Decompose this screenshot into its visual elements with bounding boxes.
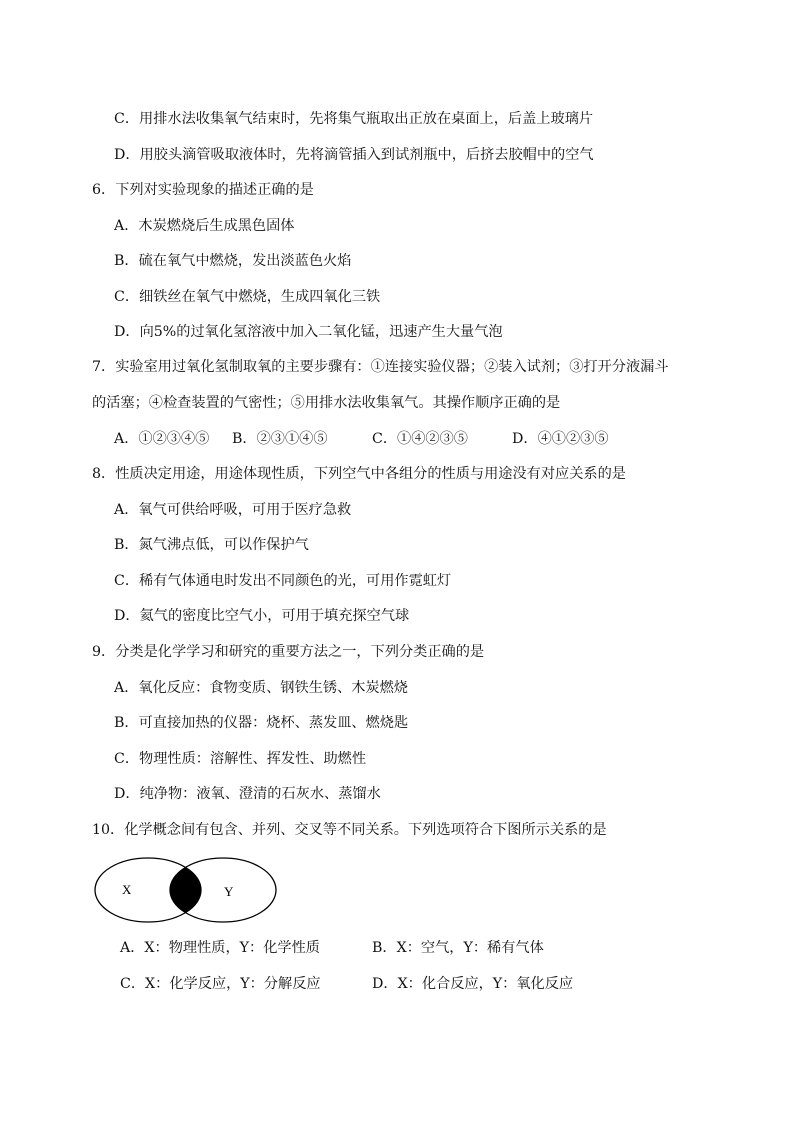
q8-option-b: B．氮气沸点低，可以作保护气 [114, 537, 309, 553]
q10-stem: 10．化学概念间有包含、并列、交叉等不同关系。下列选项符合下图所示关系的是 [92, 822, 607, 838]
q9-option-c: C．物理性质：溶解性、挥发性、助燃性 [114, 751, 367, 767]
q5-option-c: C．用排水法收集氧气结束时，先将集气瓶取出正放在桌面上，后盖上玻璃片 [114, 111, 594, 127]
q5-option-d: D．用胶头滴管吸取液体时，先将滴管插入到试剂瓶中，后挤去胶帽中的空气 [114, 147, 594, 163]
venn-label-y: Y [224, 884, 234, 899]
venn-label-x: X [122, 882, 132, 897]
q7-stem-line1: 7．实验室用过氧化氢制取氧的主要步骤有：①连接实验仪器；②装入试剂；③打开分液漏斗 [92, 359, 669, 375]
q6-option-c: C．细铁丝在氧气中燃烧，生成四氧化三铁 [114, 289, 381, 305]
q10-options-row2 [120, 974, 573, 994]
q6-option-b: B．硫在氧气中燃烧，发出淡蓝色火焰 [114, 253, 352, 269]
q9-option-d: D．纯净物：液氧、澄清的石灰水、蒸馏水 [114, 786, 381, 802]
q6-option-a: A．木炭燃烧后生成黑色固体 [114, 218, 295, 234]
venn-diagram [94, 857, 278, 923]
q7-option-c: C．①④②③⑤ [372, 431, 468, 447]
q7-option-d: D．④①②③⑤ [512, 431, 609, 447]
q6-option-d: D．向5%的过氧化氢溶液中加入二氧化锰，迅速产生大量气泡 [114, 324, 503, 340]
q9-stem: 9．分类是化学学习和研究的重要方法之一，下列分类正确的是 [92, 644, 485, 660]
q7-option-b: B．②③①④⑤ [232, 431, 328, 447]
q8-option-a: A．氧气可供给呼吸，可用于医疗急救 [114, 502, 352, 518]
q8-option-c: C．稀有气体通电时发出不同颜色的光，可用作霓虹灯 [114, 573, 452, 589]
q7-options [114, 429, 609, 449]
q10-option-d: D．X：化合反应，Y：氧化反应 [372, 976, 574, 992]
q8-option-d: D．氦气的密度比空气小，可用于填充探空气球 [114, 608, 410, 624]
q7-stem-line2: 的活塞；④检查装置的气密性；⑤用排水法收集氧气。其操作顺序正确的是 [92, 395, 561, 411]
q7-option-a: A．①②③④⑤ [114, 431, 210, 447]
q10-option-c: C．X：化学反应，Y：分解反应 [120, 976, 321, 992]
q6-stem: 6．下列对实验现象的描述正确的是 [92, 182, 314, 198]
q10-option-b: B．X：空气，Y：稀有气体 [372, 940, 544, 956]
q10-option-a: A．X：物理性质，Y：化学性质 [120, 940, 320, 956]
q9-option-a: A．氧化反应：食物变质、钢铁生锈、木炭燃烧 [114, 680, 408, 696]
q10-options-row1 [120, 938, 544, 958]
q8-stem: 8．性质决定用途，用途体现性质，下列空气中各组分的性质与用途没有对应关系的是 [92, 466, 626, 482]
q9-option-b: B．可直接加热的仪器：烧杯、蒸发皿、燃烧匙 [114, 715, 409, 731]
